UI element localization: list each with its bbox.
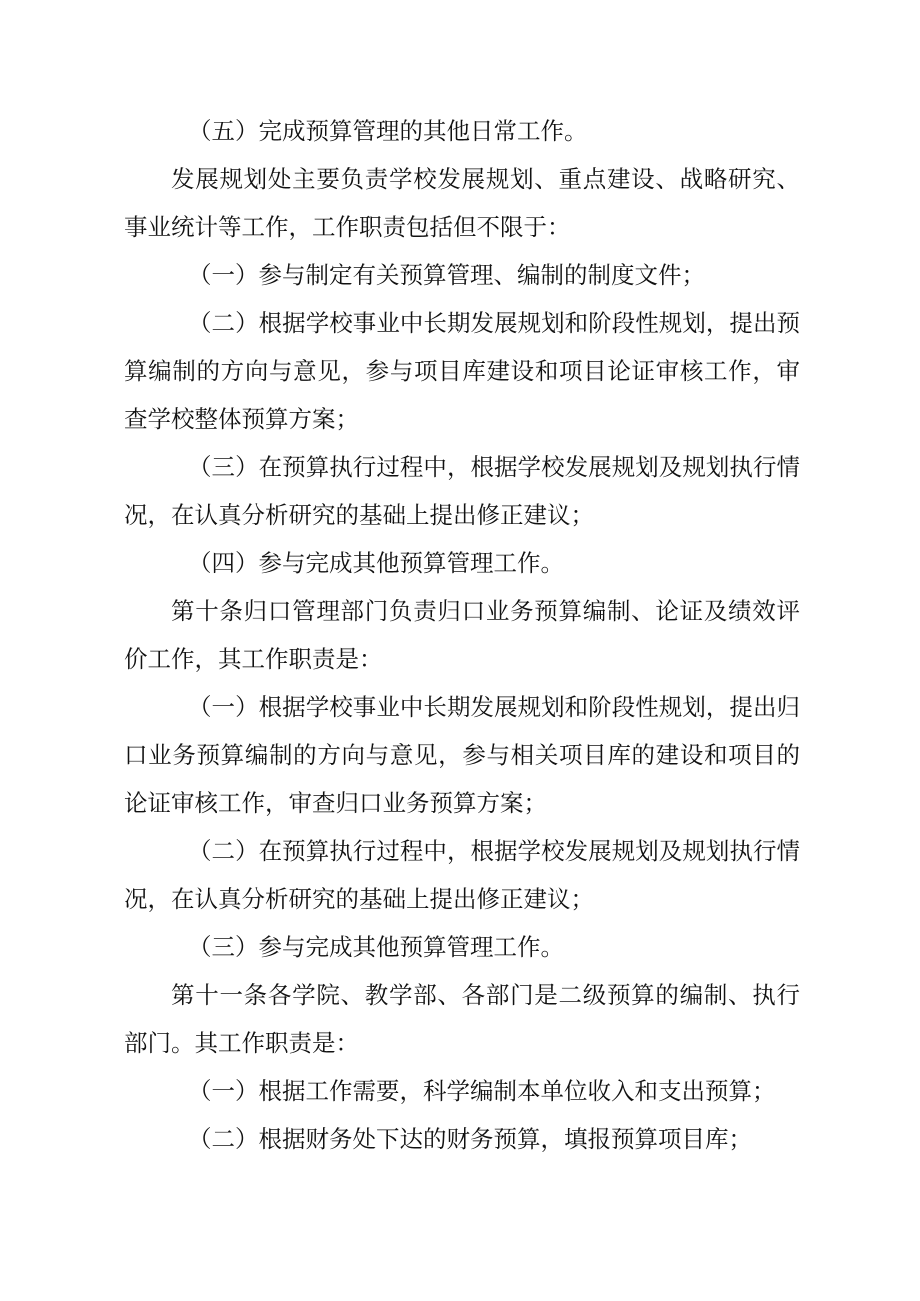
- paragraph-planning-office-duties: 发展规划处主要负责学校发展规划、重点建设、战略研究、事业统计等工作，工作职责包括但不限于：: [124, 165, 800, 241]
- paragraph-article-10-item-1: （一）根据学校事业中长期发展规划和阶段性规划，提出归口业务预算编制的方向与意见，参与相关项目库的建设和项目的论证审核工作，审查归口业务预算方案；: [124, 693, 800, 817]
- document-body: [124, 107, 800, 1163]
- paragraph-article-10-item-2: （二）在预算执行过程中，根据学校发展规划及规划执行情况，在认真分析研究的基础上提出修正建议；: [124, 837, 800, 913]
- paragraph-item-1: （一）参与制定有关预算管理、编制的制度文件；: [188, 261, 705, 289]
- paragraph-article-10: 第十条归口管理部门负责归口业务预算编制、论证及绩效评价工作，其工作职责是：: [124, 597, 800, 673]
- paragraph-item-3: （三）在预算执行过程中，根据学校发展规划及规划执行情况，在认真分析研究的基础上提出修正建议；: [124, 453, 800, 529]
- paragraph-item-4: （四）参与完成其他预算管理工作。: [188, 549, 564, 577]
- paragraph-article-11-item-1: （一）根据工作需要，科学编制本单位收入和支出预算；: [188, 1077, 776, 1105]
- paragraph-article-11: 第十一条各学院、教学部、各部门是二级预算的编制、执行部门。其工作职责是：: [124, 981, 800, 1057]
- paragraph-article-10-item-3: （三）参与完成其他预算管理工作。: [188, 933, 564, 961]
- paragraph-item-2: （二）根据学校事业中长期发展规划和阶段性规划，提出预算编制的方向与意见，参与项目库建设和项目论证审核工作，审查学校整体预算方案；: [124, 309, 800, 433]
- paragraph-item-5: （五）完成预算管理的其他日常工作。: [188, 117, 588, 145]
- paragraph-article-11-item-2: （二）根据财务处下达的财务预算，填报预算项目库；: [188, 1125, 752, 1153]
